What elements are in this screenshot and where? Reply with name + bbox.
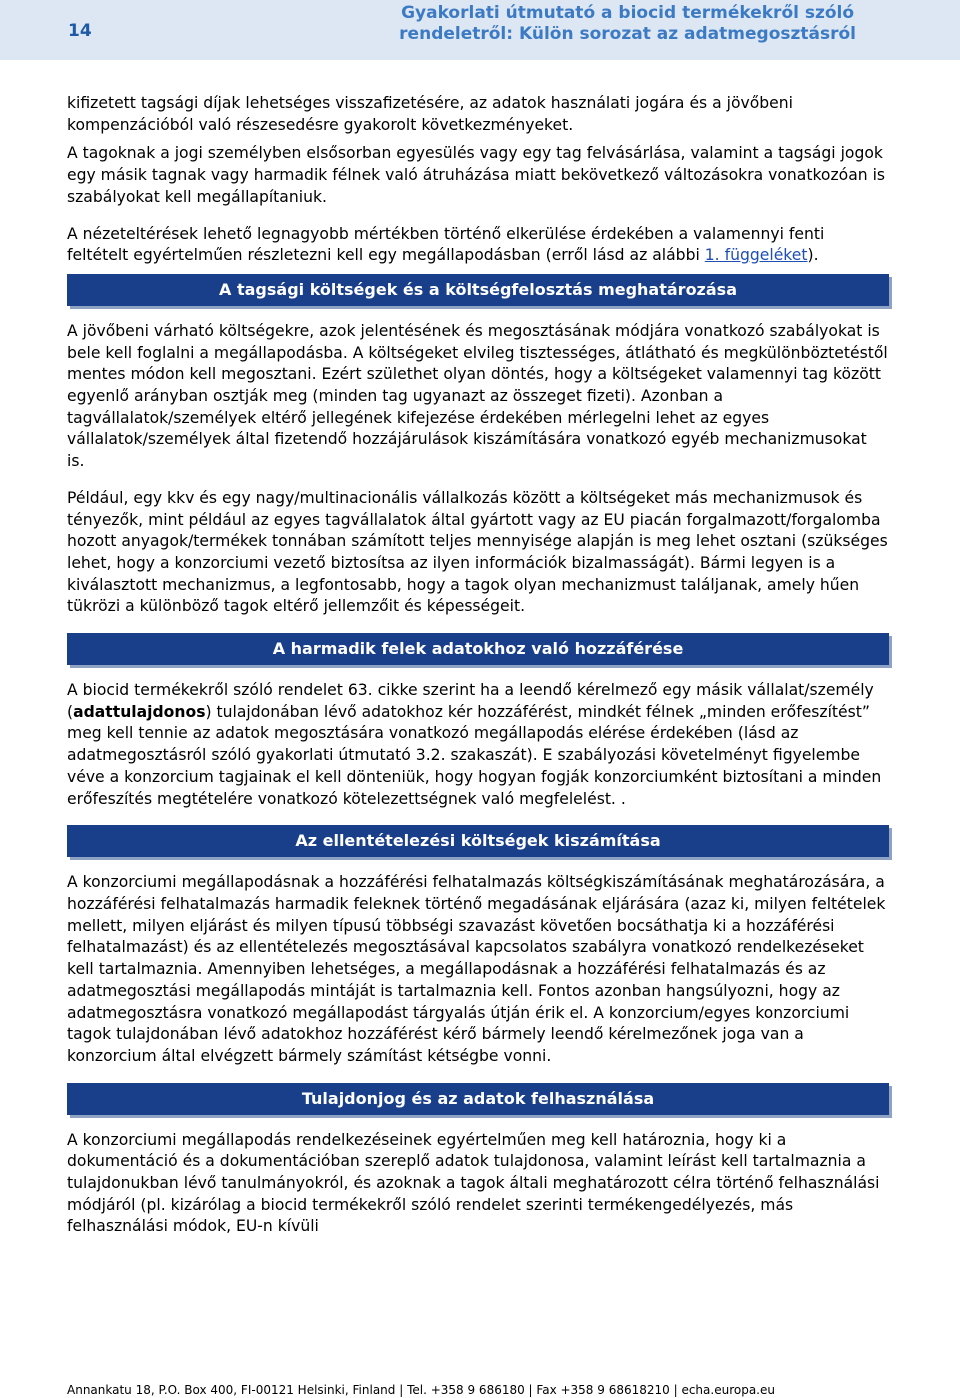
document-title-line-1: Gyakorlati útmutató a biocid termékekről szóló: [401, 3, 855, 23]
section-heading-third-party-access: A harmadik felek adatokhoz való hozzáférése: [67, 633, 889, 665]
document-title: [399, 3, 856, 45]
document-title-line-2: rendeletről: Külön sorozat az adatmegosztásról: [399, 24, 856, 44]
document-body: [67, 93, 889, 1245]
section-heading-compensation-costs: Az ellentételezési költségek kiszámítása: [67, 825, 889, 857]
bold-term: adattulajdonos: [73, 702, 206, 721]
paragraph: [67, 680, 889, 810]
paragraph: A konzorciumi megállapodásnak a hozzáférési felhatalmazás költségkiszámításának meghatározására, a hozzáférési felhatalmazás harmadik feleknek történő megadásának eljárására (azaz ki, milyen feltételek mellett, milyen eljárást és milyen típusú többségi szavazást követően bocsáthatja ki a hozzáférési felhatalmazást) és az ellentételezés megosztásával kapcsolatos szabályra vonatkozó rendelkezéseket kell tartalmaznia. Amennyiben lehetséges, a megállapodásnak a hozzáférési felhatalmazás és az adatmegosztási megállapodás mintáját is tartalmaznia kell. Fontos azonban hangsúlyozni, hogy az adatmegosztásra vonatkozó megállapodást tárgyalás útján érik el. A konzorcium/egyes konzorciumi tagok tulajdonában lévő adatokhoz hozzáférést kérő bármely leendő kérelmezőnek joga van a konzorcium által elvégzett bármely számítást kétségbe vonni.: [67, 873, 886, 1065]
paragraph: A jövőbeni várható költségekre, azok jelentésének és megosztásának módjára vonatkozó szabályokat is bele kell foglalni a megállapodásba. A költségeket elvileg tisztességes, átlátható és megkülönböztetéstől mentes módon kell megosztani. Ezért születhet olyan döntés, hogy a költségeket valamennyi tag között egyenlő arányban osztják meg (minden tag ugyanazt az összeget fizeti). Azonban a tagvállalatok/személyek eltérő jellegének kifejezése érdekében mérlegelni lehet az egyes vállalatok/személyek által fizetendő hozzájárulások kiszámítására vonatkozó egyéb mechanizmusokat is.: [67, 321, 888, 471]
page-footer: Annankatu 18, P.O. Box 400, FI-00121 Helsinki, Finland | Tel. +358 9 686180 | Fax +358 9 68618210 | echa.europa.eu: [67, 1383, 775, 1397]
page-header: [0, 0, 960, 60]
section-heading-ownership-and-use: Tulajdonjog és az adatok felhasználása: [67, 1083, 889, 1115]
paragraph-text: A nézeteltérések lehető legnagyobb mértékben történő elkerülése érdekében a valamennyi fenti feltételt egyértelműen részletezni kell egy megállapodásban (erről lásd az alábbi: [67, 224, 825, 265]
paragraph: [67, 224, 889, 267]
paragraph-text: A biocid termékekről szóló rendelet 63. cikke szerint ha a leendő kérelmező egy másik vállalat/személy (: [67, 681, 874, 721]
paragraph: A konzorciumi megállapodás rendelkezéseinek egyértelműen meg kell határoznia, hogy ki a dokumentáció és a dokumentációban szereplő adatok tulajdonosa, valamint leírást kell tartalmaznia a tulajdonukban lévő tanulmányokról, és azoknak a tagok általi meghatározott célra történő felhasználási módjáról (pl. kizárólag a biocid termékekről szóló rendelet szerinti termékengedélyezés, más felhasználási módok, EU-n kívüli: [67, 1130, 880, 1236]
page-number: 14: [68, 21, 92, 41]
annex-1-link[interactable]: 1. függeléket: [704, 246, 808, 265]
paragraph: Például, egy kkv és egy nagy/multinacionális vállalkozás között a költségeket más mechanizmusok és tényezők, mint például az egyes tagvállalatok által gyártott vagy az EU piacán forgalmazott/forgalomba hozott anyagok/termékek tonnában számított teljes mennyisége alapján is meg lehet osztani (szükséges lehet, hogy a konzorciumi vezető biztosítsa az ilyen információk bizalmasságát). Bármi legyen is a kiválasztott mechanizmus, a legfontosabb, hogy a tagok olyan mechanizmust találjanak, amely hűen tükrözi a különböző tagok eltérő jellemzőit és képességeit.: [67, 488, 888, 616]
paragraph: A tagoknak a jogi személyben elsősorban egyesülés vagy egy tag felvásárlása, valamint a tagsági jogok egy másik tagnak vagy harmadik félnek való átruházása miatt bekövetkező változásokra vonatkozóan is szabályokat kell megállapítaniuk.: [67, 144, 886, 206]
section-heading-membership-costs: A tagsági költségek és a költségfelosztás meghatározása: [67, 274, 889, 306]
paragraph-text: ).: [807, 246, 819, 265]
paragraph-text: ) tulajdonában lévő adatokhoz kér hozzáférést, mindkét félnek „minden erőfeszítést” meg kell tennie az adatok megosztására vonatkozó megállapodás elérése érdekében (lásd az adatmegosztásról szóló gyakorlati útmutató 3.2. szakaszát). E szabályozási követelményt figyelembe véve a konzorcium tagjainak el kell dönteniük, hogy hogyan fogják konzorciumként biztosítani a minden erőfeszítés megtételére vonatkozó kötelezettségnek való megfelelést. .: [67, 702, 882, 808]
paragraph: kifizetett tagsági díjak lehetséges visszafizetésére, az adatok használati jogára és a jövőbeni kompenzációból való részesedésre gyakorolt következményeket.: [67, 94, 793, 134]
